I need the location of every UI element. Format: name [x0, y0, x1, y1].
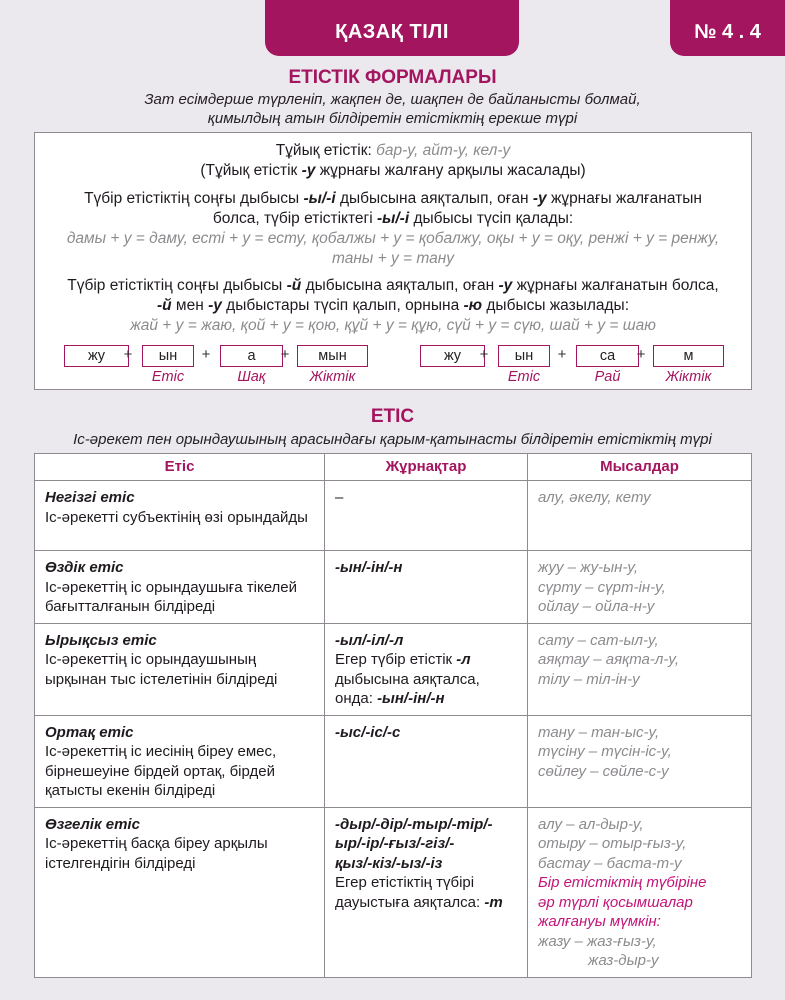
rule-2	[35, 276, 751, 336]
subject-tab	[265, 0, 519, 56]
example: түсіну – түсін-іс-у,	[538, 743, 672, 760]
note-text: Егер түбір етістік	[335, 651, 457, 668]
def-examples: бар-у, айт-у, кел-у	[376, 142, 511, 159]
suffix-cell	[325, 807, 528, 977]
pink-note: әр түрлі қосымшалар	[538, 893, 693, 911]
note-suffix: -т	[484, 893, 503, 911]
voice-term: Өздік етіс	[45, 559, 124, 576]
example: алу, әкелу, кету	[538, 489, 651, 506]
table-row	[35, 551, 752, 624]
plus-sign: +	[636, 346, 646, 363]
label-voice: Етіс	[151, 369, 185, 385]
example: аяқтау – аяқта-л-у,	[538, 651, 680, 668]
note-suffix: -ын/-ін/-н	[377, 690, 445, 707]
example: ойлау – ойла-н-у	[538, 598, 655, 615]
rule1-text: жұрнағы жалғанатын	[546, 190, 702, 207]
voice-cell	[35, 481, 325, 551]
rule2-examples: жай + у = жаю, қой + у = қою, құй + у = құю, сүй + у = сүю, шай + у = шаю	[130, 317, 656, 334]
example: тану – тан-ыс-у,	[538, 723, 660, 741]
examples-cell	[528, 623, 752, 715]
def-note-pre: (Тұйық етістік	[200, 162, 302, 179]
example: алу – ал-дыр-у,	[538, 815, 644, 833]
forms-subtitle	[0, 90, 785, 128]
table-row	[35, 807, 752, 977]
voice-desc: Іс-әрекеттің іс орындаушыға тікелей бағытталғанын білдіреді	[45, 578, 298, 615]
label-mood: Рай	[594, 369, 621, 385]
def-label: Тұйық етістік:	[275, 142, 377, 159]
forms-subtitle-line1: Зат есімдерше түрленіп, жақпен де, шақпен де байланысты болмай,	[144, 91, 641, 108]
voice-table	[34, 453, 752, 978]
rule1-text: Түбір етістіктің соңғы дыбысы	[84, 190, 304, 207]
rule-1	[35, 189, 751, 269]
morph-right-person: м	[653, 345, 724, 367]
rule2-suffix: -у	[498, 277, 513, 294]
rule2-text: дыбысы жазылады:	[482, 297, 630, 314]
rule2-sound: -й	[156, 297, 172, 314]
suffix-cell	[325, 715, 528, 807]
rule1-text: дыбысы түсіп қалады:	[409, 210, 574, 227]
infinitive-definition	[35, 141, 751, 181]
rule2-text: дыбысына аяқталып, оған	[301, 277, 499, 294]
rule1-suffix: -у	[532, 190, 547, 207]
infinitive-box	[34, 132, 752, 390]
examples-cell	[528, 715, 752, 807]
voice-desc: Іс-әрекеттің іс иесінің біреу емес, бірнешеуіне бірдей ортақ, бірдей қатысты екенін білдіреді	[45, 743, 277, 799]
subject-title: ҚАЗАҚ ТІЛІ	[335, 20, 449, 43]
suffix-cell	[325, 551, 528, 624]
table-header-row	[35, 454, 752, 481]
header-examples: Мысалдар	[528, 454, 752, 481]
rule2-text: Түбір етістіктің соңғы дыбысы	[67, 277, 287, 294]
pink-note: жалғануы мүмкін:	[538, 913, 661, 930]
morph-left-voice: ын	[142, 345, 194, 367]
rule1-examples: дамы + у = даму, есті + у = есту, қобалжы + у = қобалжу, оқы + у = оқу, ренжі + у = ренжу,	[66, 230, 720, 247]
suffix: -ыл/-іл/-л	[335, 631, 404, 649]
rule1-examples: таны + у = тану	[331, 250, 454, 267]
example: жазу – жаз-ғыз-у,	[538, 932, 657, 950]
voice-term: Өзгелік етіс	[45, 815, 140, 833]
voice-term: Ырықсыз етіс	[45, 631, 157, 649]
suffix: қыз/-кіз/-ыз/-із	[335, 854, 443, 872]
rule1-text: дыбысына аяқталып, оған	[335, 190, 533, 207]
rule2-text: мен	[171, 297, 209, 314]
examples-cell	[528, 551, 752, 624]
note-text: дауыстыға аяқталса:	[335, 893, 485, 911]
plus-sign: +	[123, 346, 133, 363]
suffix: ыр/-ір/-ғыз/-гіз/-	[335, 835, 455, 852]
page-number-tab	[670, 0, 785, 56]
plus-sign: +	[280, 346, 290, 363]
example: сүрту – сүрт-ін-у,	[538, 578, 666, 596]
morph-right-mood: са	[576, 345, 639, 367]
voice-cell	[35, 715, 325, 807]
morph-left-root: жу	[64, 345, 129, 367]
voice-term: Негізгі етіс	[45, 489, 135, 506]
label-person: Жіктік	[665, 369, 712, 385]
suffix-note: Егер етістіктің түбірі	[335, 874, 475, 891]
voice-cell	[35, 807, 325, 977]
voice-cell	[35, 623, 325, 715]
label-person: Жіктік	[309, 369, 356, 385]
morph-left-person: мын	[297, 345, 368, 367]
header-voice: Етіс	[35, 454, 325, 481]
morph-right-voice: ын	[498, 345, 550, 367]
rule2-sound: -й	[286, 277, 302, 294]
example: сату – сат-ыл-у,	[538, 631, 659, 649]
plus-sign: +	[479, 346, 489, 363]
rule2-text: дыбыстары түсіп қалып, орнына	[221, 297, 464, 314]
suffix-note	[335, 893, 517, 913]
plus-sign: +	[557, 346, 567, 363]
example: сөйлеу – сөйле-с-у	[538, 762, 669, 780]
page-number: № 4 . 4	[694, 20, 761, 43]
rule2-suffix: -у	[208, 297, 222, 314]
note-sound: -л	[456, 651, 471, 668]
example: отыру – отыр-ғыз-у,	[538, 835, 687, 852]
note-text: дыбысына аяқталса, онда:	[335, 670, 480, 707]
label-tense: Шақ	[237, 369, 266, 385]
def-note-post: жұрнағы жалғану арқылы жасалады)	[315, 162, 586, 179]
examples-cell	[528, 481, 752, 551]
suffix: -ыс/-іс/-с	[335, 723, 401, 741]
label-voice: Етіс	[507, 369, 541, 385]
table-row	[35, 481, 752, 551]
examples-cell	[528, 807, 752, 977]
suffix: -ын/-ін/-н	[335, 559, 403, 576]
voice-desc: Іс-әрекетті субъектінің өзі орындайды	[45, 508, 308, 526]
rule1-sound: -ы/-і	[376, 210, 410, 227]
voice-cell	[35, 551, 325, 624]
voice-term: Ортақ етіс	[45, 723, 134, 741]
forms-title: ЕТІСТІК ФОРМАЛАРЫ	[288, 67, 497, 88]
example: тілу – тіл-ін-у	[538, 670, 640, 688]
example: жуу – жу-ын-у,	[538, 559, 639, 576]
rule1-text: болса, түбір етістіктегі	[212, 210, 377, 227]
def-note-suffix: -у	[301, 162, 316, 179]
suffix-cell	[325, 481, 528, 551]
suffix-cell	[325, 623, 528, 715]
suffix-note	[335, 650, 517, 709]
suffix: –	[335, 489, 344, 506]
rule1-sound: -ы/-і	[303, 190, 336, 207]
voice-title: ЕТІС	[370, 406, 415, 427]
voice-desc: Іс-әрекеттің іс орындаушының ырқынан тыс істелетінін білдіреді	[45, 651, 278, 688]
rule2-text: жұрнағы жалғанатын болса,	[512, 277, 719, 294]
rule2-new-sound: -ю	[463, 297, 483, 314]
forms-subtitle-line2: қимылдың атын білдіретін етістіктің ерекше түрі	[207, 110, 578, 127]
example: бастау – баста-т-у	[538, 854, 682, 872]
plus-sign: +	[201, 346, 211, 363]
table-row	[35, 623, 752, 715]
pink-note: Бір етістіктің түбіріне	[538, 874, 707, 891]
voice-subtitle: Іс-әрекет пен орындаушының арасындағы қарым-қатынасты білдіретін етістіктің түрі	[73, 431, 712, 448]
table-row	[35, 715, 752, 807]
header-suffixes: Жұрнақтар	[325, 454, 528, 481]
morph-left-tense: а	[220, 345, 283, 367]
voice-desc: Іс-әрекеттің басқа біреу арқылы істелгендігін білдіреді	[45, 835, 268, 872]
morph-right-root: жу	[420, 345, 485, 367]
example: жаз-дыр-у	[588, 952, 659, 969]
suffix: -дыр/-дір/-тыр/-тір/-	[335, 815, 493, 833]
